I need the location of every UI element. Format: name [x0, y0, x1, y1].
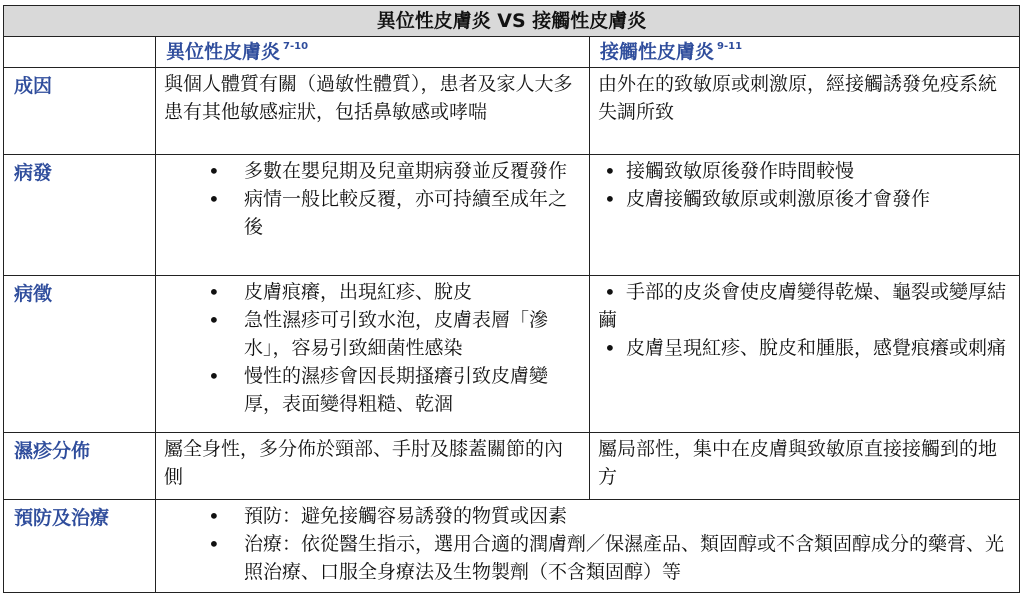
- title-row: [4, 6, 1020, 37]
- list-item: • 急性濕疹可引致水泡，皮膚表層「滲水」，容易引致細菌性感染: [164, 306, 581, 362]
- comparison-table: [3, 5, 1020, 593]
- list-item: • 皮膚接觸致敏原或刺激原後才會發作: [598, 185, 1011, 213]
- row-label-onset: 病發: [4, 155, 156, 276]
- row-label-cause: 成因: [4, 68, 156, 155]
- prevention-list: [164, 502, 1011, 586]
- list-item: • 慢性的濕疹會因長期搔癢引致皮膚變厚，表面變得粗糙、乾涸: [164, 362, 581, 418]
- row-cause: [4, 68, 1020, 155]
- header-row: [4, 37, 1020, 68]
- list-item: • 病情一般比較反覆，亦可持續至成年之後: [164, 185, 581, 241]
- header-contact-label: 接觸性皮膚炎: [600, 41, 715, 63]
- distribution-contact: 屬局部性，集中在皮膚與致敏原直接接觸到的地方: [590, 433, 1020, 500]
- onset-contact-list: [598, 157, 1011, 213]
- cause-contact: 由外在的致敏原或刺激原，經接觸誘發免疫系統失調所致: [590, 68, 1020, 155]
- header-contact: [590, 37, 1020, 68]
- onset-contact: [590, 155, 1020, 276]
- header-atopic: [156, 37, 590, 68]
- row-label-prevention: 預防及治療: [4, 500, 156, 593]
- table-title: 異位性皮膚炎 VS 接觸性皮膚炎: [4, 6, 1020, 37]
- header-empty-cell: [4, 37, 156, 68]
- list-item: • 皮膚呈現紅疹、脫皮和腫脹，感覺痕癢或刺痛: [598, 334, 1011, 362]
- cause-atopic: 與個人體質有關（過敏性體質），患者及家人大多患有其他敏感症狀，包括鼻敏感或哮喘: [156, 68, 590, 155]
- list-item: • 治療：依從醫生指示，選用合適的潤膚劑／保濕產品、類固醇或不含類固醇成分的藥膏、光照治療、口服全身療法及生物製劑（不含類固醇）等: [164, 530, 1011, 586]
- list-item: • 多數在嬰兒期及兒童期病發並反覆發作: [164, 157, 581, 185]
- list-item: • 接觸致敏原後發作時間較慢: [598, 157, 1011, 185]
- symptoms-contact-list: [598, 278, 1011, 362]
- list-item: • 皮膚痕癢，出現紅疹、脫皮: [164, 278, 581, 306]
- list-item: • 預防：避免接觸容易誘發的物質或因素: [164, 502, 1011, 530]
- row-label-distribution: 濕疹分佈: [4, 433, 156, 500]
- row-label-symptoms: 病徵: [4, 276, 156, 433]
- header-contact-ref: 9-11: [717, 41, 743, 52]
- row-symptoms: [4, 276, 1020, 433]
- symptoms-atopic: [156, 276, 590, 433]
- distribution-atopic: 屬全身性，多分佈於頸部、手肘及膝蓋關節的內側: [156, 433, 590, 500]
- list-item: • 手部的皮炎會使皮膚變得乾燥、龜裂或變厚結繭: [598, 278, 1011, 334]
- onset-atopic-list: [164, 157, 581, 241]
- symptoms-atopic-list: [164, 278, 581, 418]
- row-prevention: [4, 500, 1020, 593]
- row-distribution: [4, 433, 1020, 500]
- onset-atopic: [156, 155, 590, 276]
- row-onset: [4, 155, 1020, 276]
- header-atopic-ref: 7-10: [283, 41, 309, 52]
- symptoms-contact: [590, 276, 1020, 433]
- header-atopic-label: 異位性皮膚炎: [166, 41, 281, 63]
- prevention-content: [156, 500, 1020, 593]
